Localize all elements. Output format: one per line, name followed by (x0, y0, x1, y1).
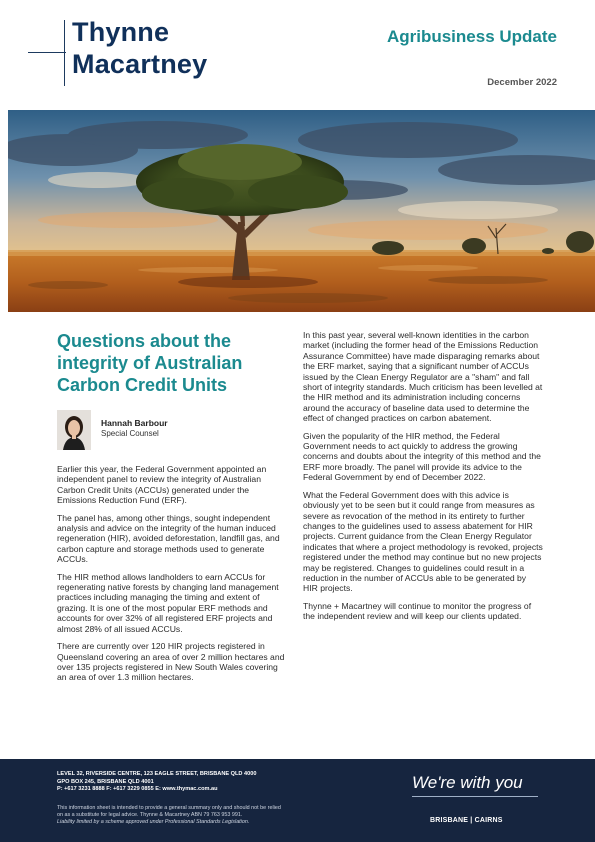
footer-disclaimer (57, 805, 337, 826)
body-paragraph: Given the popularity of the HIR method, the Federal Government needs to act quickly to address the growing concerns and doubts about the integrity of this method and the ERF more broadly. The panel will provide its advice to the Federal Government by end of December 2022. (303, 430, 541, 483)
page-footer (0, 759, 595, 842)
footer-contact-line: P: +617 3231 8888 F: +617 3229 0855 E: www.thymac.com.au (57, 786, 218, 793)
body-paragraph: The HIR method allows landholders to earn ACCUs for regenerating native forests by changing land management practices including managing the timing and extent of grazing. It is one of the most popular ERF methods and accounts for over 32% of all registered ERF projects and almost 28% of all issued ACCUs. (57, 571, 279, 634)
body-paragraph: In this past year, several well-known identities in the carbon market (including the former head of the Emissions Reduction Assurance Committee) have made disparaging remarks about the ERF market, saying that a significant number of ACCUs issued by the Clean Energy Regulator are a "sham" and fall short of integrity standards. Much criticism has been levelled at the HIR method and its administration including concerns around the accuracy of baseline data used to determine the effect of changed practices on carbon abatement. (303, 330, 543, 424)
footer-address-line: LEVEL 32, RIVERSIDE CENTRE, 123 EAGLE STREET, BRISBANE QLD 4000 (57, 771, 257, 777)
author-role: Special Counsel (101, 429, 159, 438)
disclaimer-line: Liability limited by a scheme approved under Professional Standards Legislation. (57, 819, 250, 825)
article-headline: Questions about the integrity of Australian Carbon Credit Units (57, 331, 243, 395)
tagline-underline (412, 796, 538, 797)
body-paragraph: There are currently over 120 HIR projects registered in Queensland covering an area of over 2 million hectares and over 135 projects registered in New South Wales covering an area of over 1.3 million hectares. (57, 641, 285, 683)
logo-horizontal-rule (28, 52, 66, 53)
disclaimer-line: on as a substitute for legal advice. Thynne & Macartney ABN 79 763 953 991. (57, 812, 243, 818)
body-paragraph: The panel has, among other things, sought independent analysis and advice on the integrity of the human induced regeneration (HIR), avoided deforestation, landfill gas, and carbon capture and storage methods used to generate ACCUs. (57, 512, 280, 565)
logo-word-thynne: Thynne (72, 17, 170, 47)
footer-contact-block (57, 771, 357, 794)
brand-logo (28, 14, 244, 88)
publication-title: Agribusiness Update (386, 27, 557, 46)
author-block (57, 410, 289, 450)
body-paragraph: What the Federal Government does with this advice is obviously yet to be seen but it could range from measures as severe as revocation of the method in its entirety to further changes to the guidelines used to assess abatement for HIR projects. Current guidance from the Clean Energy Regulator indicates that where a project methodology is revoked, projects registered under the method may continue but no new projects may be registered. Changes to guidelines could result in a reduction in the number of ACCUs able to be generated by HIR projects. (303, 489, 543, 594)
footer-postal-line: GPO BOX 245, BRISBANE QLD 4001 (57, 778, 154, 785)
footer-cities: BRISBANE | CAIRNS (430, 817, 503, 824)
hero-image (8, 110, 595, 312)
page-header (0, 0, 595, 110)
article-left-column (57, 330, 289, 690)
logo-vertical-rule (64, 20, 65, 86)
author-name: Hannah Barbour (101, 418, 168, 428)
logo-word-macartney: Macartney (72, 49, 208, 79)
footer-tagline: We're with you (412, 773, 523, 792)
outback-landscape-image (8, 110, 595, 312)
article-right-column (303, 330, 543, 629)
author-portrait-icon (57, 410, 91, 450)
disclaimer-line: This information sheet is intended to provide a general summary only and should not be relied (57, 805, 281, 811)
body-paragraph: Thynne + Macartney will continue to monitor the progress of the independent review and will keep our clients updated. (303, 600, 532, 622)
body-paragraph: Earlier this year, the Federal Government appointed an independent panel to review the integrity of Australian Carbon Credit Units (ACCUs) generated under the Emissions Reduction Fund (ERF). (57, 464, 267, 506)
author-avatar (57, 410, 91, 450)
publication-date: December 2022 (487, 77, 557, 88)
